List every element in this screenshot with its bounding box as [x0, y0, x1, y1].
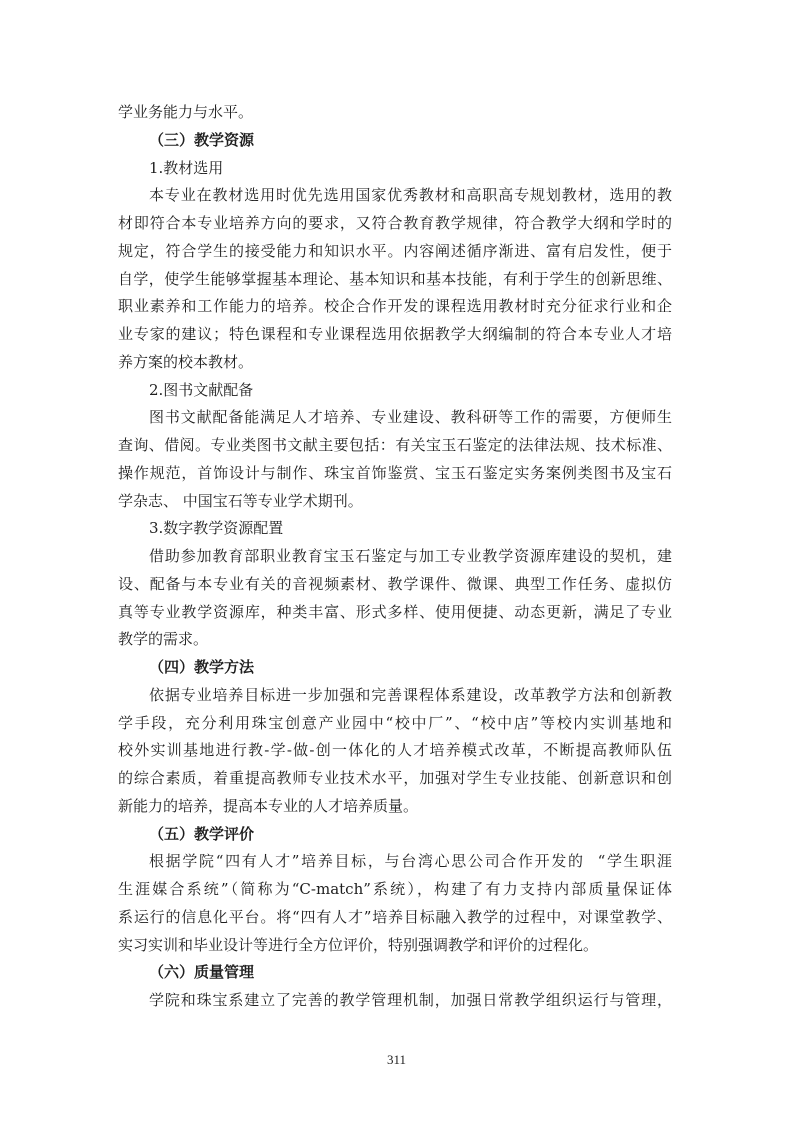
section-teaching-resources	[118, 127, 672, 654]
text-line: 图书文献配备能满足人才培养、专业建设、教科研等工作的需要，方便师生	[149, 408, 672, 427]
section-heading: （六）质量管理	[149, 963, 255, 982]
text-line: 规定，符合学生的接受能力和知识水平。内容阐述循序渐进、富有启发性，便于	[118, 241, 672, 260]
paragraph	[118, 182, 672, 376]
subsection-title: 1.教材选用	[149, 158, 224, 177]
text-line: 实习实训和毕业设计等进行全方位评价，特别强调教学和评价的过程化。	[118, 935, 599, 954]
section-heading: （四）教学方法	[149, 658, 255, 676]
text-line: 系运行的信息化平台。将“四有人才”培养目标融入教学的过程中，对课堂教学、	[118, 907, 672, 926]
text-line: 校外实训基地进行教-学-做-创一体化的人才培养模式改革，不断提高教师队伍	[118, 741, 672, 760]
continuation-line: 学业务能力与水平。	[118, 103, 254, 121]
text-line: 学手段，充分利用珠宝创意产业园中“校中厂”、“校中店”等校内实训基地和	[118, 713, 672, 732]
text-line: 职业素养和工作能力的培养。校企合作开发的课程选用教材时充分征求行业和企	[118, 297, 672, 316]
section-teaching-evaluation	[118, 821, 672, 960]
paragraph	[118, 848, 672, 959]
text-line: 操作规范，首饰设计与制作、珠宝首饰鉴赏、宝玉石鉴定实务案例类图书及宝石	[118, 463, 672, 482]
subsection-title: 2.图书文献配备	[149, 380, 254, 399]
section-quality-management	[118, 959, 672, 1015]
text-line: 本专业在教材选用时优先选用国家优秀教材和高职高专规划教材，选用的教	[149, 186, 672, 205]
section-heading: （五）教学评价	[149, 824, 255, 843]
paragraph	[118, 987, 672, 1015]
paragraph	[118, 682, 672, 821]
subsection-title: 3.数字教学资源配置	[149, 519, 284, 538]
text-line: 新能力的培养，提高本专业的人才培养质量。	[118, 796, 419, 815]
section-teaching-methods	[118, 654, 672, 821]
text-line: 学杂志、 中国宝石等专业学术期刊。	[118, 491, 363, 510]
text-line: 教学的需求。	[118, 630, 209, 649]
text-line: 学院和珠宝系建立了完善的教学管理机制，加强日常教学组织运行与管理，	[149, 991, 672, 1009]
text-line: 材即符合本专业培养方向的要求，又符合教育教学规律，符合教学大纲和学时的	[118, 214, 672, 232]
text-line: 生涯媒合系统”（简称为“C-match”系统），构建了有力支持内部质量保证体	[118, 880, 672, 898]
paragraph	[118, 404, 672, 515]
paragraph	[118, 543, 672, 654]
text-line: 真等专业教学资源库，种类丰富、形式多样、使用便捷、动态更新，满足了专业	[118, 602, 672, 621]
text-line: 根据学院“四有人才”培养目标，与台湾心思公司合作开发的 “学生职涯	[149, 852, 672, 871]
text-line: 自学，使学生能够掌握基本理论、基本知识和基本技能，有利于学生的创新思维、	[118, 269, 672, 288]
page-number: 311	[386, 1052, 407, 1067]
section-heading: （三）教学资源	[149, 130, 255, 149]
text-line: 依据专业培养目标进一步加强和完善课程体系建设，改革教学方法和创新教	[149, 685, 672, 704]
text-line: 借助参加教育部职业教育宝玉石鉴定与加工专业教学资源库建设的契机，建	[149, 547, 672, 565]
text-line: 养方案的校本教材。	[118, 352, 254, 371]
document-body	[118, 99, 672, 1015]
text-line: 设、配备与本专业有关的音视频素材、教学课件、微课、典型工作任务、虚拟仿	[118, 574, 672, 593]
text-line: 查询、借阅。专业类图书文献主要包括：有关宝玉石鉴定的法律法规、技术标准、	[118, 436, 672, 454]
text-line: 的综合素质，着重提高教师专业技术水平，加强对学生专业技能、创新意识和创	[118, 769, 672, 787]
text-line: 业专家的建议；特色课程和专业课程选用依据教学大纲编制的符合本专业人才培	[118, 325, 672, 343]
